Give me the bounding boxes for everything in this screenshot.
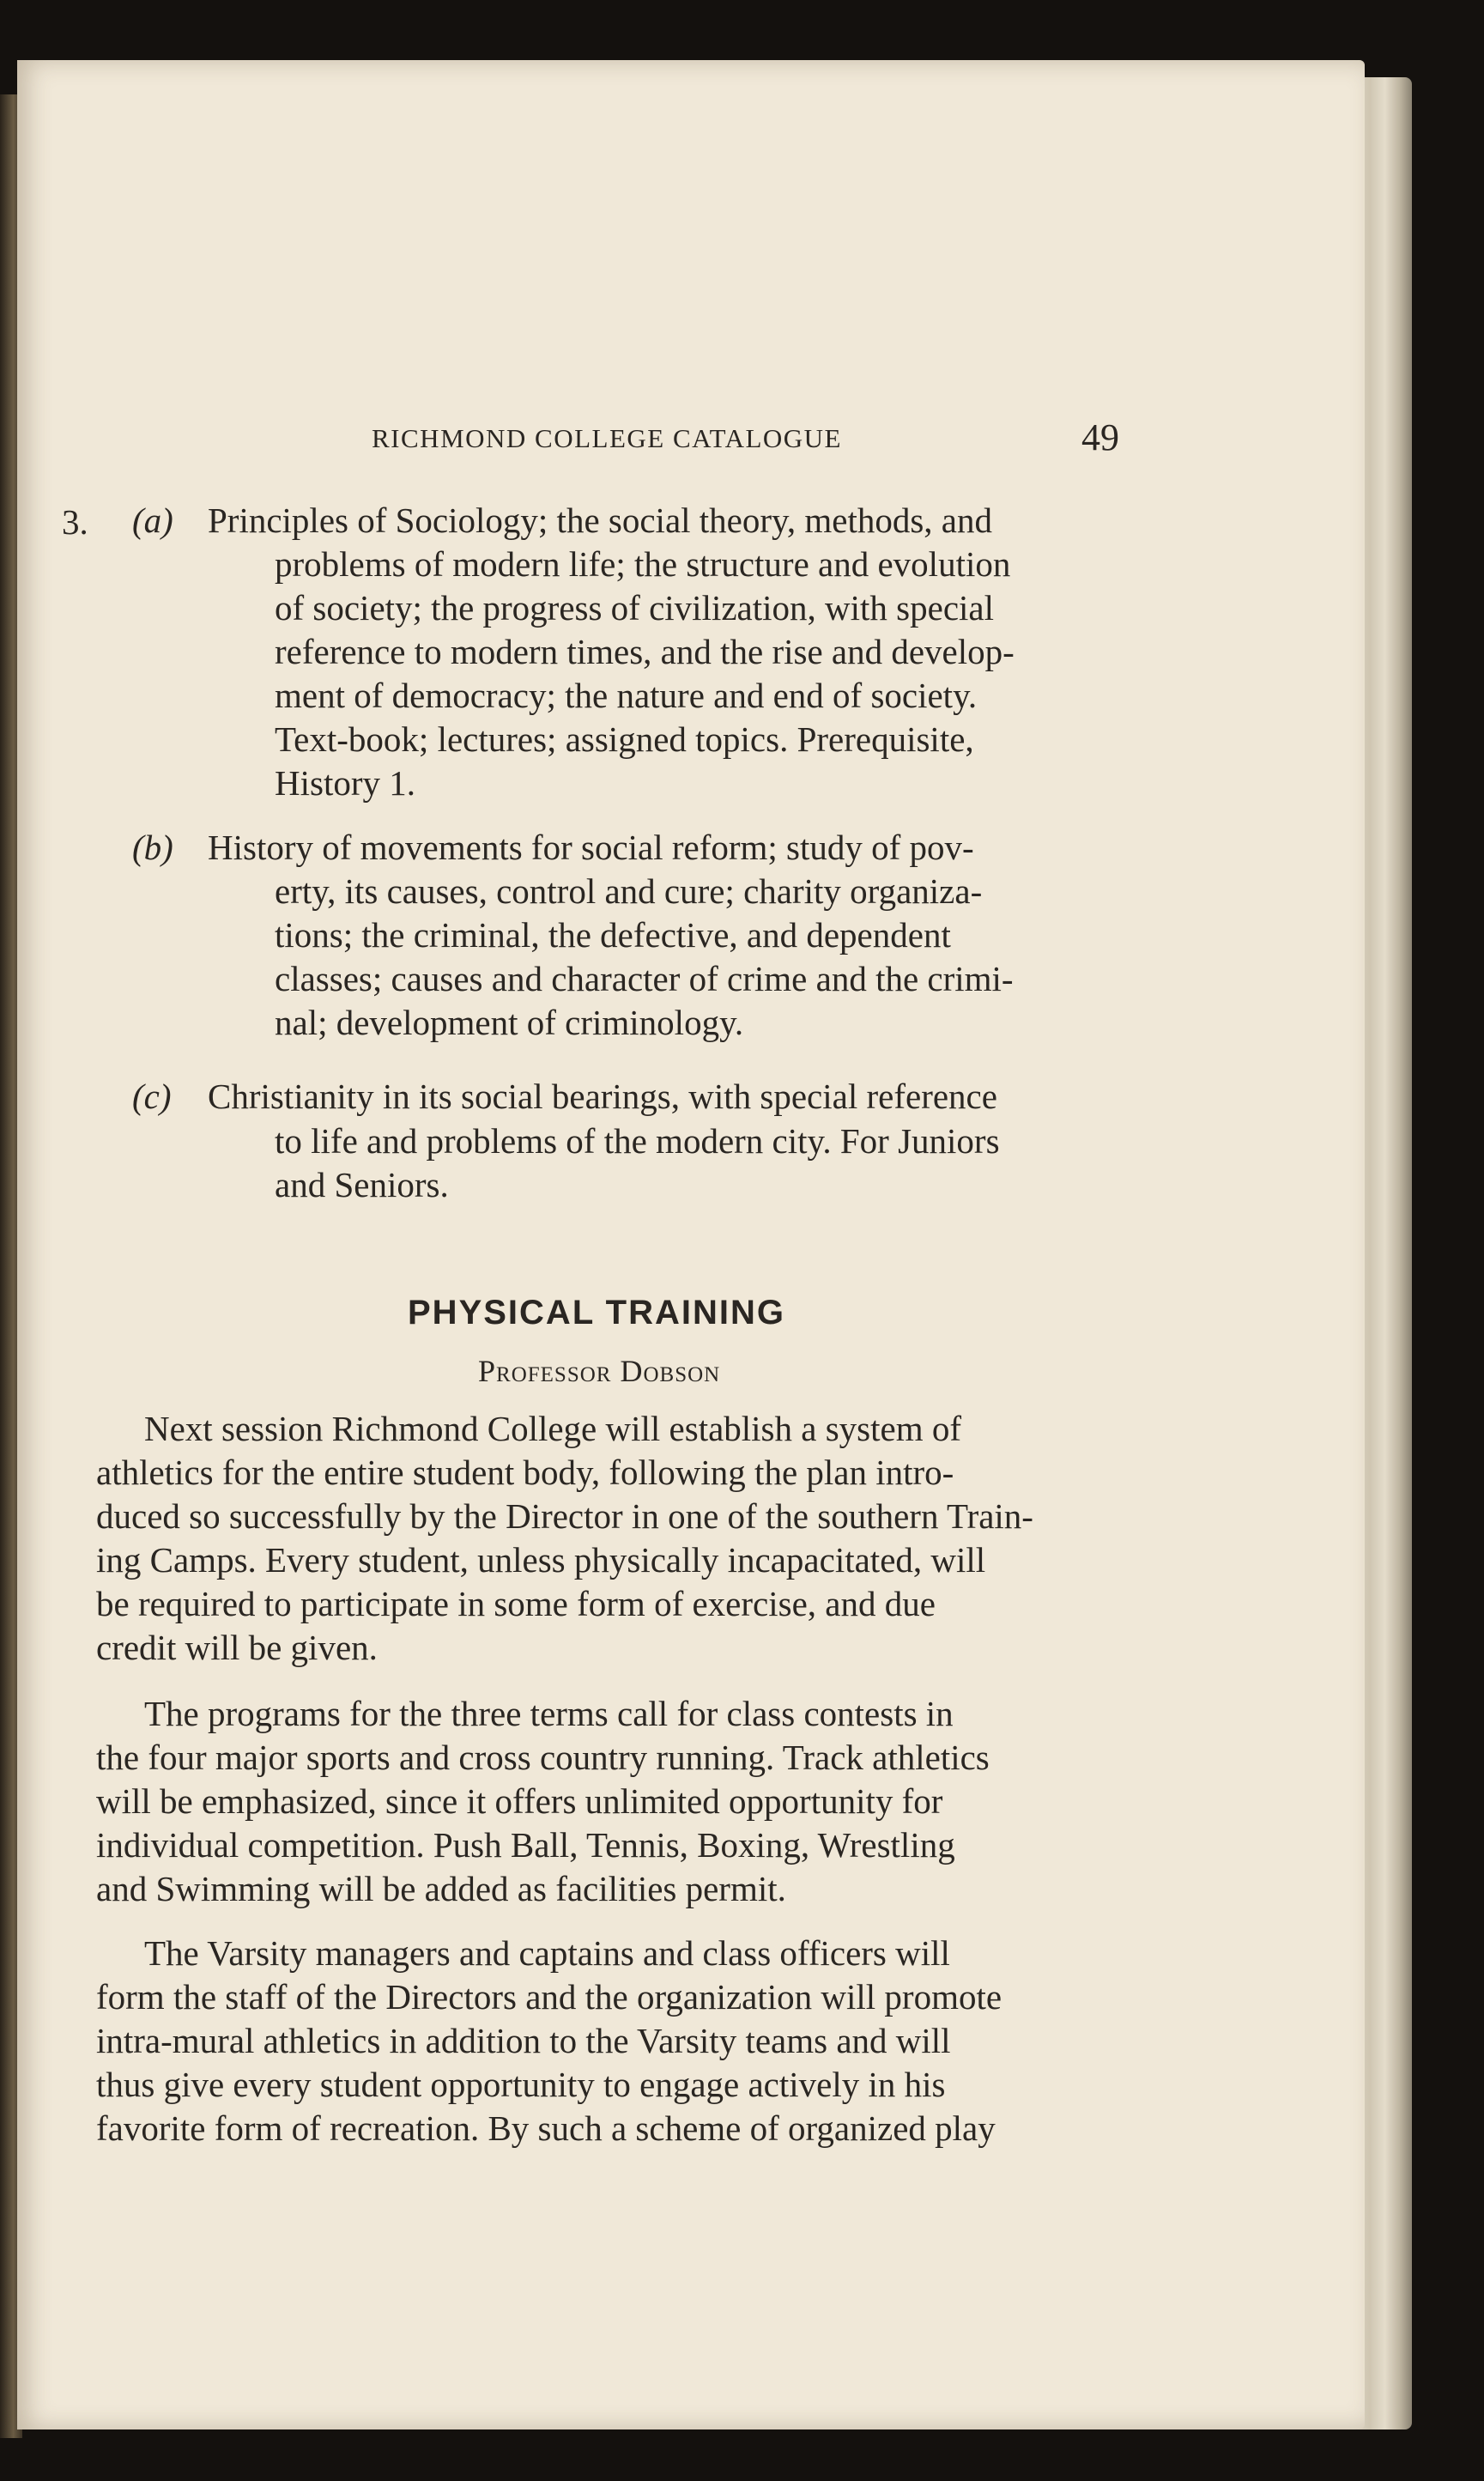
paragraph-line: intra-mural athletics in addition to the Varsity teams and will	[96, 2021, 951, 2060]
item-line: Text-book; lectures; assigned topics. Prerequisite,	[275, 719, 974, 759]
item-line: to life and problems of the modern city. For Juniors	[275, 1121, 1000, 1161]
item-line: History of movements for social reform; study of pov-	[208, 828, 974, 867]
item-line: and Seniors.	[275, 1165, 449, 1204]
item-mark: (a)	[132, 500, 173, 540]
paragraph-line: athletics for the entire student body, following the plan intro-	[96, 1453, 954, 1492]
item-line: ment of democracy; the nature and end of society.	[275, 676, 978, 715]
paragraph-line: and Swimming will be added as facilities permit.	[96, 1869, 786, 1908]
paragraph-line: Next session Richmond College will establish a system of	[144, 1409, 962, 1448]
section-heading: PHYSICAL TRAINING	[408, 1294, 785, 1331]
professor-name: Professor Dobson	[478, 1354, 721, 1388]
page-number: 49	[1081, 416, 1119, 458]
item-line: classes; causes and character of crime and the crimi-	[275, 959, 1014, 998]
paragraph-line: thus give every student opportunity to engage actively in his	[96, 2065, 946, 2104]
item-line: Christianity in its social bearings, with special reference	[208, 1077, 997, 1116]
item-line: Principles of Sociology; the social theory, methods, and	[208, 500, 992, 540]
paragraph-line: individual competition. Push Ball, Tennis, Boxing, Wrestling	[96, 1825, 955, 1865]
paragraph-line: The Varsity managers and captains and class officers will	[144, 1933, 950, 1973]
paragraph-line: form the staff of the Directors and the organization will promote	[96, 1977, 1002, 2017]
page	[17, 60, 1365, 2429]
item-line: tions; the criminal, the defective, and dependent	[275, 915, 951, 955]
paragraph-line: the four major sports and cross country running. Track athletics	[96, 1738, 990, 1777]
course-number: 3.	[62, 502, 88, 542]
paragraph-line: be required to participate in some form of exercise, and due	[96, 1584, 936, 1623]
item-mark: (c)	[132, 1077, 172, 1116]
paragraph-line: favorite form of recreation. By such a scheme of organized play	[96, 2108, 996, 2148]
item-line: of society; the progress of civilization, with special	[275, 588, 994, 628]
item-line: reference to modern times, and the rise and develop-	[275, 632, 1015, 671]
running-title: RICHMOND COLLEGE CATALOGUE	[372, 423, 842, 453]
paragraph-line: duced so successfully by the Director in one of the southern Train-	[96, 1496, 1033, 1536]
item-line: problems of modern life; the structure and evolution	[275, 544, 1011, 584]
item-line: History 1.	[275, 763, 415, 803]
paragraph-line: ing Camps. Every student, unless physically incapacitated, will	[96, 1540, 986, 1580]
item-line: erty, its causes, control and cure; charity organiza-	[275, 871, 983, 911]
paragraph-line: will be emphasized, since it offers unlimited opportunity for	[96, 1781, 943, 1821]
item-line: nal; development of criminology.	[275, 1003, 744, 1042]
paragraph-line: credit will be given.	[96, 1628, 378, 1667]
item-mark: (b)	[132, 828, 173, 867]
paragraph-line: The programs for the three terms call for class contests in	[144, 1694, 954, 1733]
